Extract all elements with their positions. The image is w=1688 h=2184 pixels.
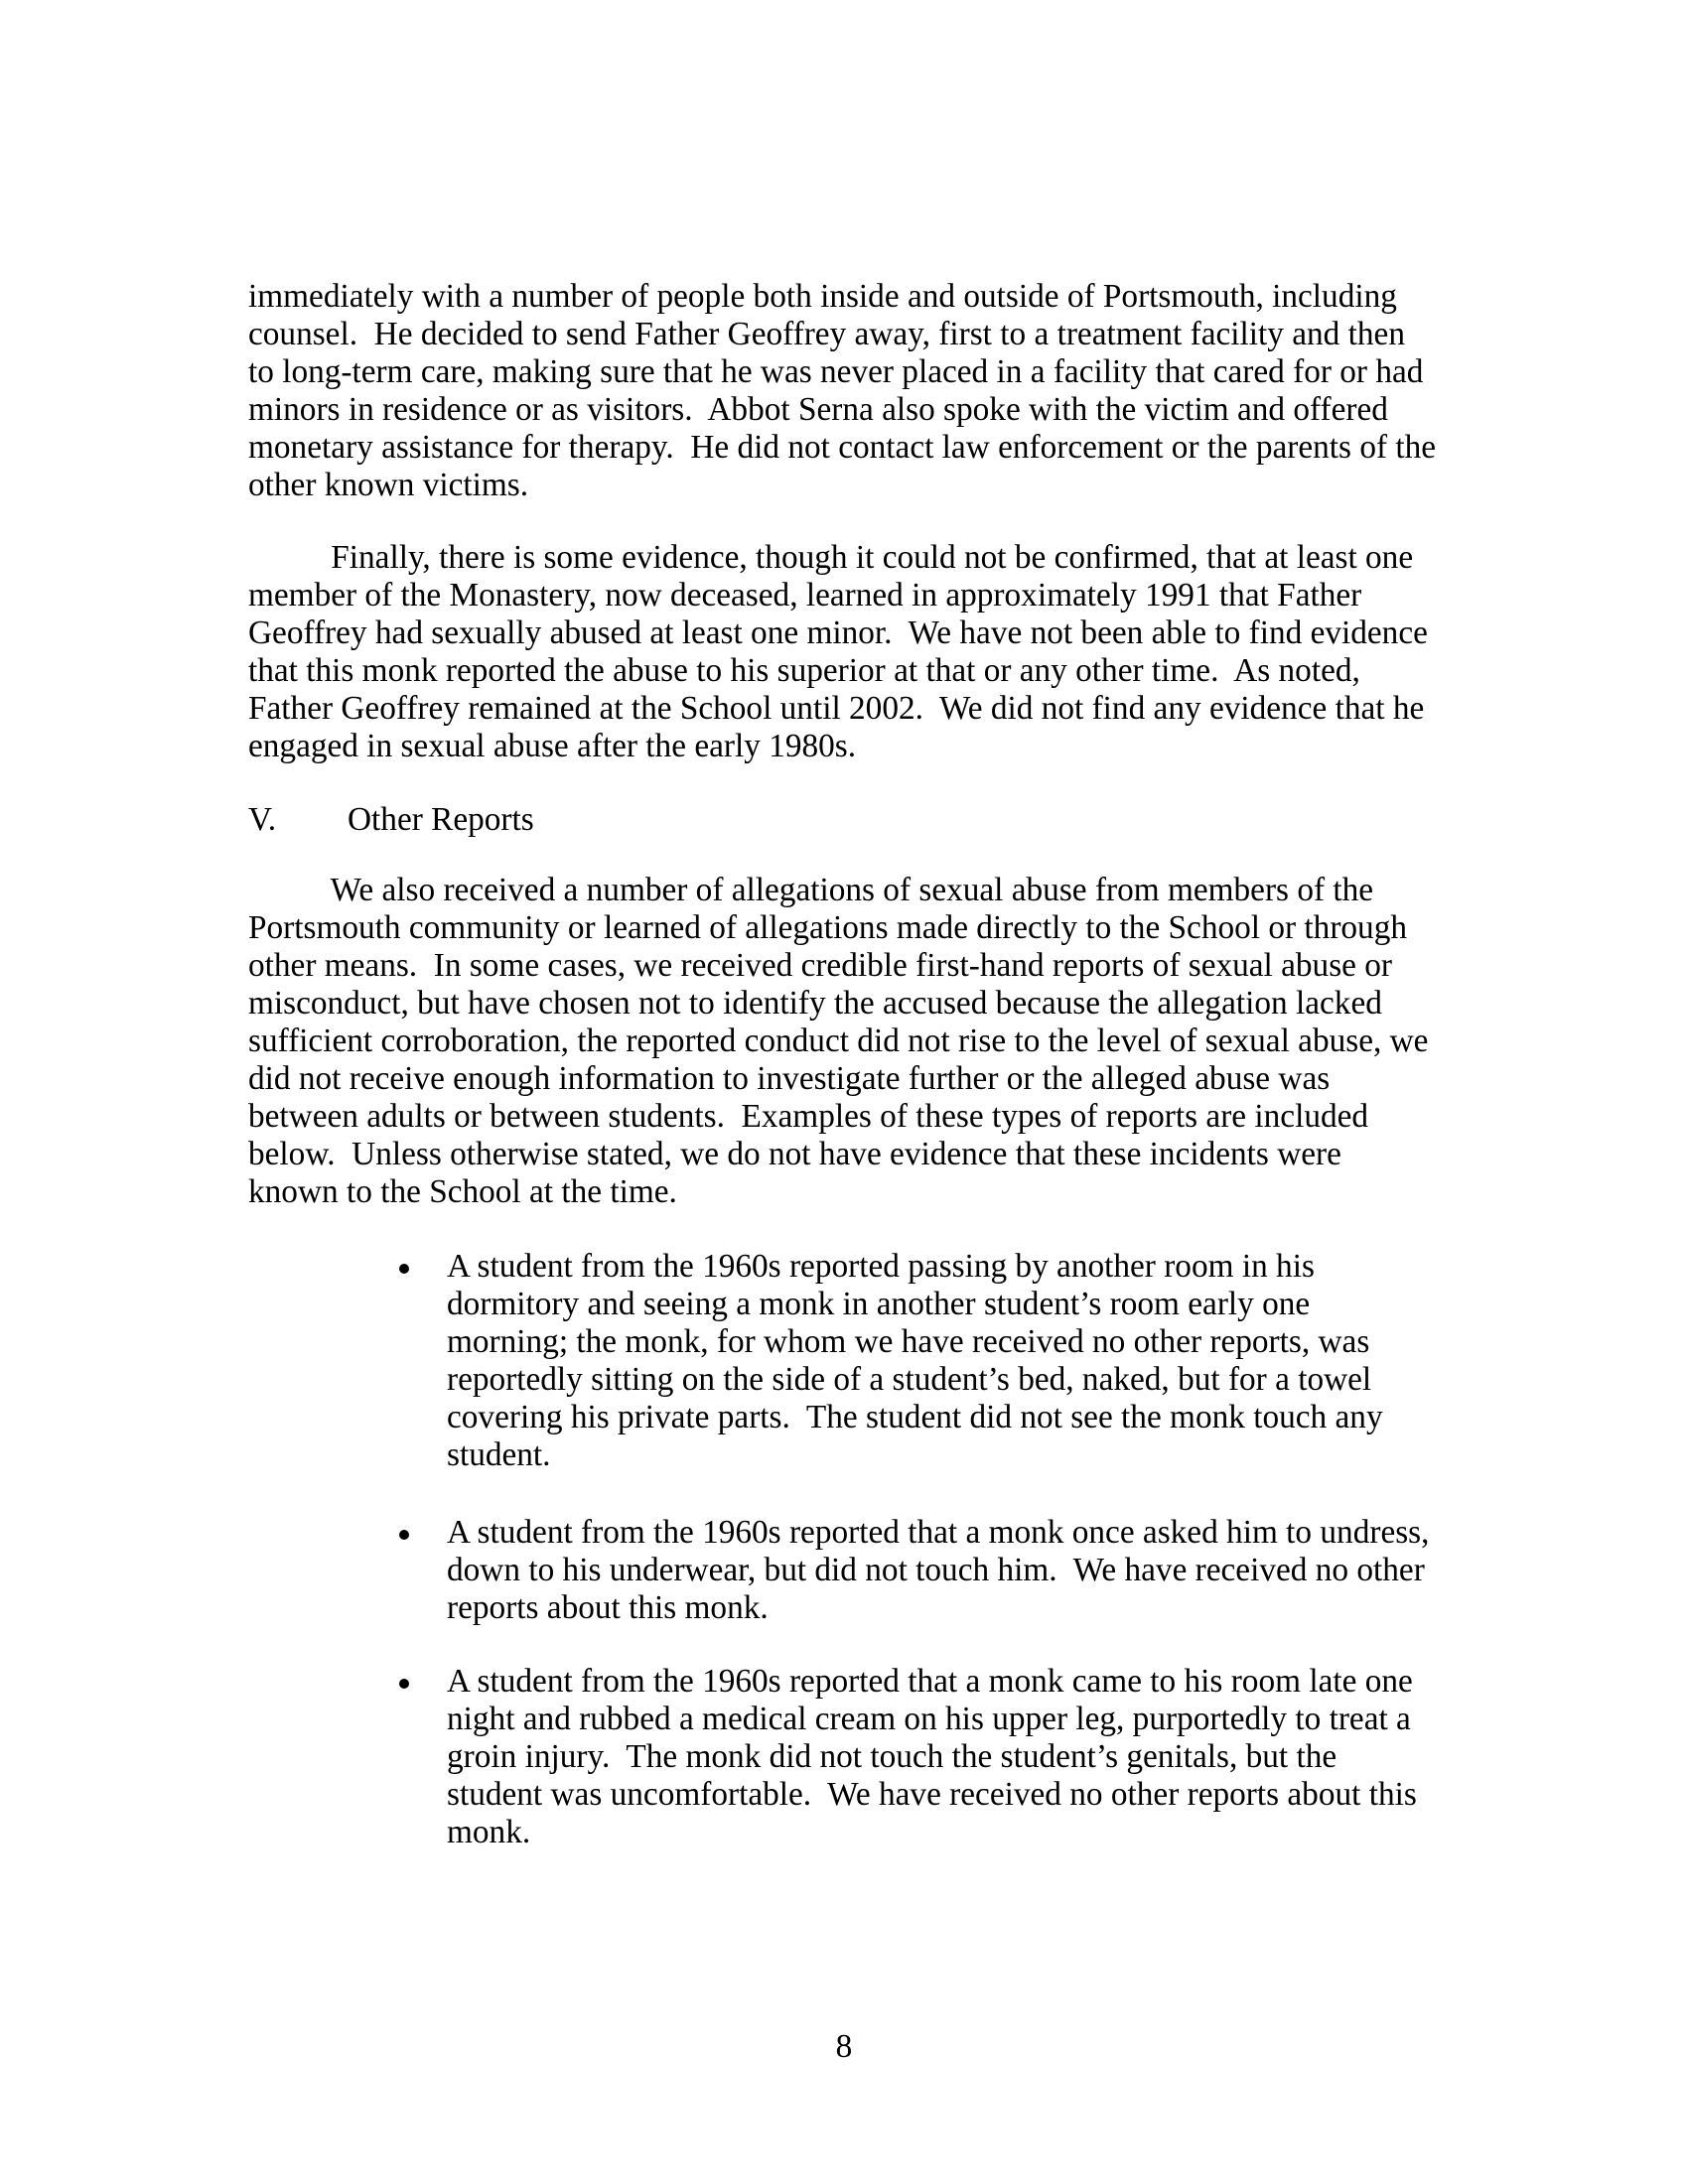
text-line: A student from the 1960s reported that a monk once asked him to undress,: [447, 1514, 1430, 1551]
text-line: groin injury. The monk did not touch the student’s genitals, but the: [447, 1738, 1337, 1775]
text-line: between adults or between students. Examples of these types of reports are included: [248, 1098, 1369, 1135]
text-line: reports about this monk.: [447, 1589, 769, 1626]
text-line: counsel. He decided to send Father Geoffrey away, first to a treatment facility and then: [248, 316, 1405, 352]
text-line: We also received a number of allegations of sexual abuse from members of the: [248, 872, 1374, 908]
text-line: dormitory and seeing a monk in another student’s room early one: [447, 1286, 1311, 1322]
text-line: did not receive enough information to investigate further or the alleged abuse was: [248, 1060, 1331, 1097]
text-line: below. Unless otherwise stated, we do not have evidence that these incidents were: [248, 1136, 1341, 1172]
text-line: morning; the monk, for whom we have received no other reports, was: [447, 1323, 1370, 1360]
text-line: misconduct, but have chosen not to identify the accused because the allegation lacked: [248, 985, 1382, 1022]
text-line: member of the Monastery, now deceased, learned in approximately 1991 that Father: [248, 577, 1362, 614]
page-number: 8: [835, 2028, 853, 2065]
text-line: reportedly sitting on the side of a student’s bed, naked, but for a towel: [447, 1361, 1372, 1398]
text-line: engaged in sexual abuse after the early 1980s.: [248, 728, 857, 764]
text-line: Finally, there is some evidence, though it could not be confirmed, that at least one: [248, 539, 1414, 576]
text-line: to long-term care, making sure that he was never placed in a facility that cared for or had: [248, 353, 1424, 390]
text-line: A student from the 1960s reported passing by another room in his: [447, 1248, 1315, 1285]
text-line: covering his private parts. The student did not see the monk touch any: [447, 1399, 1383, 1435]
bullet-icon: [397, 1663, 427, 1701]
text-line: known to the School at the time.: [248, 1173, 677, 1210]
text-line: Father Geoffrey remained at the School until 2002. We did not find any evidence that he: [248, 690, 1425, 727]
text-line: minors in residence or as visitors. Abbot Serna also spoke with the victim and offered: [248, 391, 1388, 428]
text-line: monetary assistance for therapy. He did not contact law enforcement or the parents of the: [248, 429, 1437, 466]
section-heading: [248, 801, 1440, 839]
text-line: other known victims.: [248, 467, 529, 503]
paragraph-abbot-response: [248, 278, 1460, 504]
bullet-icon: [397, 1248, 427, 1286]
text-line: Geoffrey had sexually abused at least one minor. We have not been able to find evidence: [248, 614, 1428, 651]
text-line: other means. In some cases, we received credible first-hand reports of sexual abuse or: [248, 947, 1392, 984]
text-line: down to his underwear, but did not touch him. We have received no other: [447, 1552, 1425, 1588]
text-line: monk.: [447, 1814, 531, 1850]
paragraph-other-reports-intro: [248, 872, 1460, 1211]
text-line: night and rubbed a medical cream on his upper leg, purportedly to treat a: [447, 1701, 1411, 1737]
text-line: that this monk reported the abuse to his superior at that or any other time. As noted,: [248, 652, 1360, 689]
bullet-icon: [397, 1514, 427, 1552]
text-line: Portsmouth community or learned of allegations made directly to the School or through: [248, 909, 1408, 946]
section-title: Other Reports: [348, 801, 534, 838]
text-line: student.: [447, 1436, 551, 1473]
text-line: immediately with a number of people both inside and outside of Portsmouth, including: [248, 278, 1397, 315]
text-line: A student from the 1960s reported that a monk came to his room late one: [447, 1663, 1413, 1700]
text-line: student was uncomfortable. We have received no other reports about this: [447, 1776, 1417, 1813]
section-number: V.: [248, 801, 277, 838]
text-line: sufficient corroboration, the reported conduct did not rise to the level of sexual abuse, we: [248, 1023, 1429, 1059]
paragraph-monastery-evidence: [248, 539, 1460, 765]
